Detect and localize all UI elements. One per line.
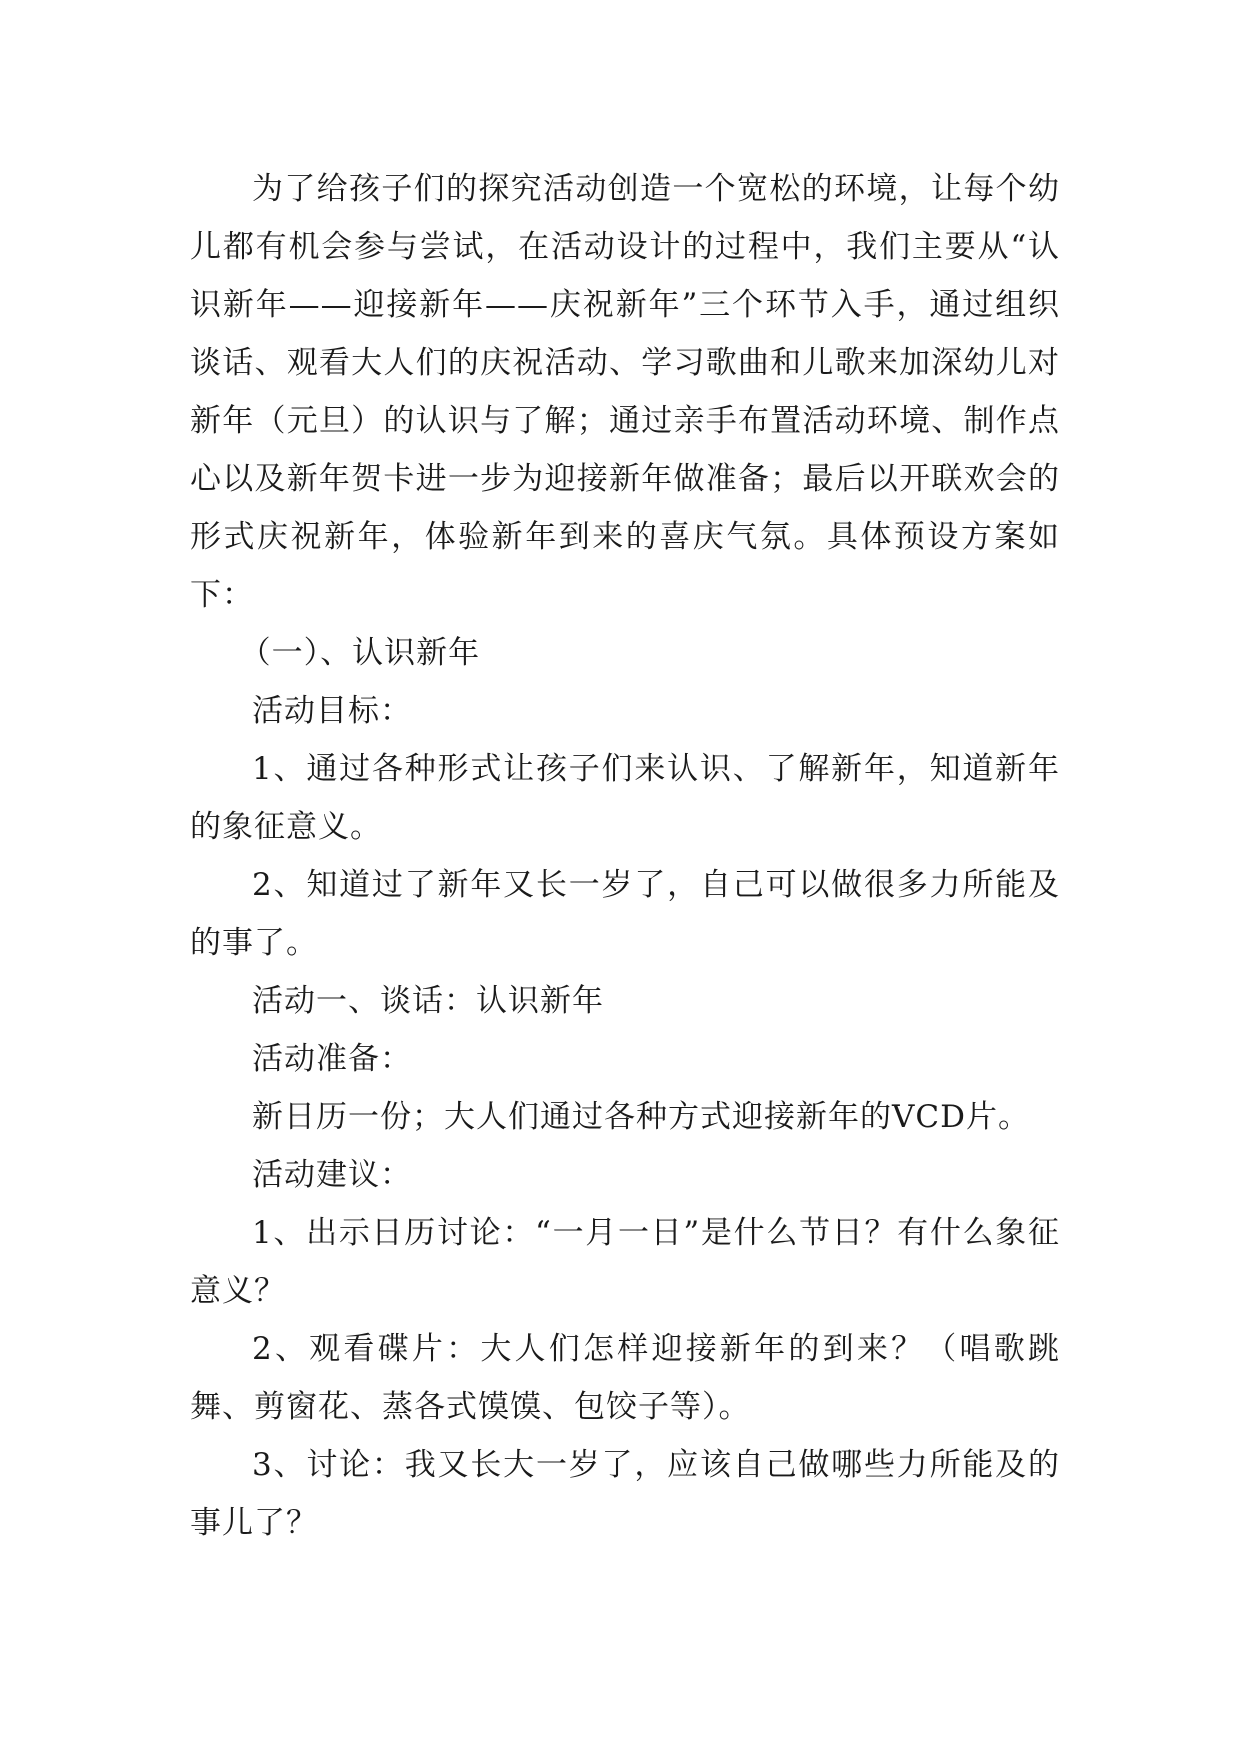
goal-item-1: 1、通过各种形式让孩子们来认识、了解新年，知道新年的象征意义。 <box>190 751 1060 845</box>
goal-item-2: 2、知道过了新年又长一岁了，自己可以做很多力所能及的事了。 <box>190 867 1060 961</box>
activity-heading: 活动一、谈话：认识新年 <box>252 983 604 1019</box>
goals-heading: 活动目标： <box>252 693 412 729</box>
document-body <box>190 160 1060 1552</box>
suggestion-item-1: 1、出示日历讨论：“一月一日”是什么节日？有什么象征意义？ <box>190 1215 1060 1309</box>
preparation-text: 新日历一份；大人们通过各种方式迎接新年的VCD片。 <box>252 1099 1030 1135</box>
section-heading: （一）、认识新年 <box>239 635 481 671</box>
suggestion-item-3: 3、讨论：我又长大一岁了，应该自己做哪些力所能及的事儿了？ <box>190 1447 1060 1541</box>
intro-paragraph: 为了给孩子们的探究活动创造一个宽松的环境，让每个幼儿都有机会参与尝试，在活动设计的过程中，我们主要从“认识新年——迎接新年——庆祝新年”三个环节入手，通过组织谈话、观看大人们的庆祝活动、学习歌曲和儿歌来加深幼儿对新年（元旦）的认识与了解；通过亲手布置活动环境、制作点心以及新年贺卡进一步为迎接新年做准备；最后以开联欢会的形式庆祝新年，体验新年到来的喜庆气氛。具体预设方案如下： <box>190 171 1060 613</box>
preparation-heading: 活动准备： <box>252 1041 412 1077</box>
suggestions-heading: 活动建议： <box>252 1157 412 1193</box>
suggestion-item-2: 2、观看碟片：大人们怎样迎接新年的到来？（唱歌跳舞、剪窗花、蒸各式馍馍、包饺子等）。 <box>190 1331 1060 1425</box>
